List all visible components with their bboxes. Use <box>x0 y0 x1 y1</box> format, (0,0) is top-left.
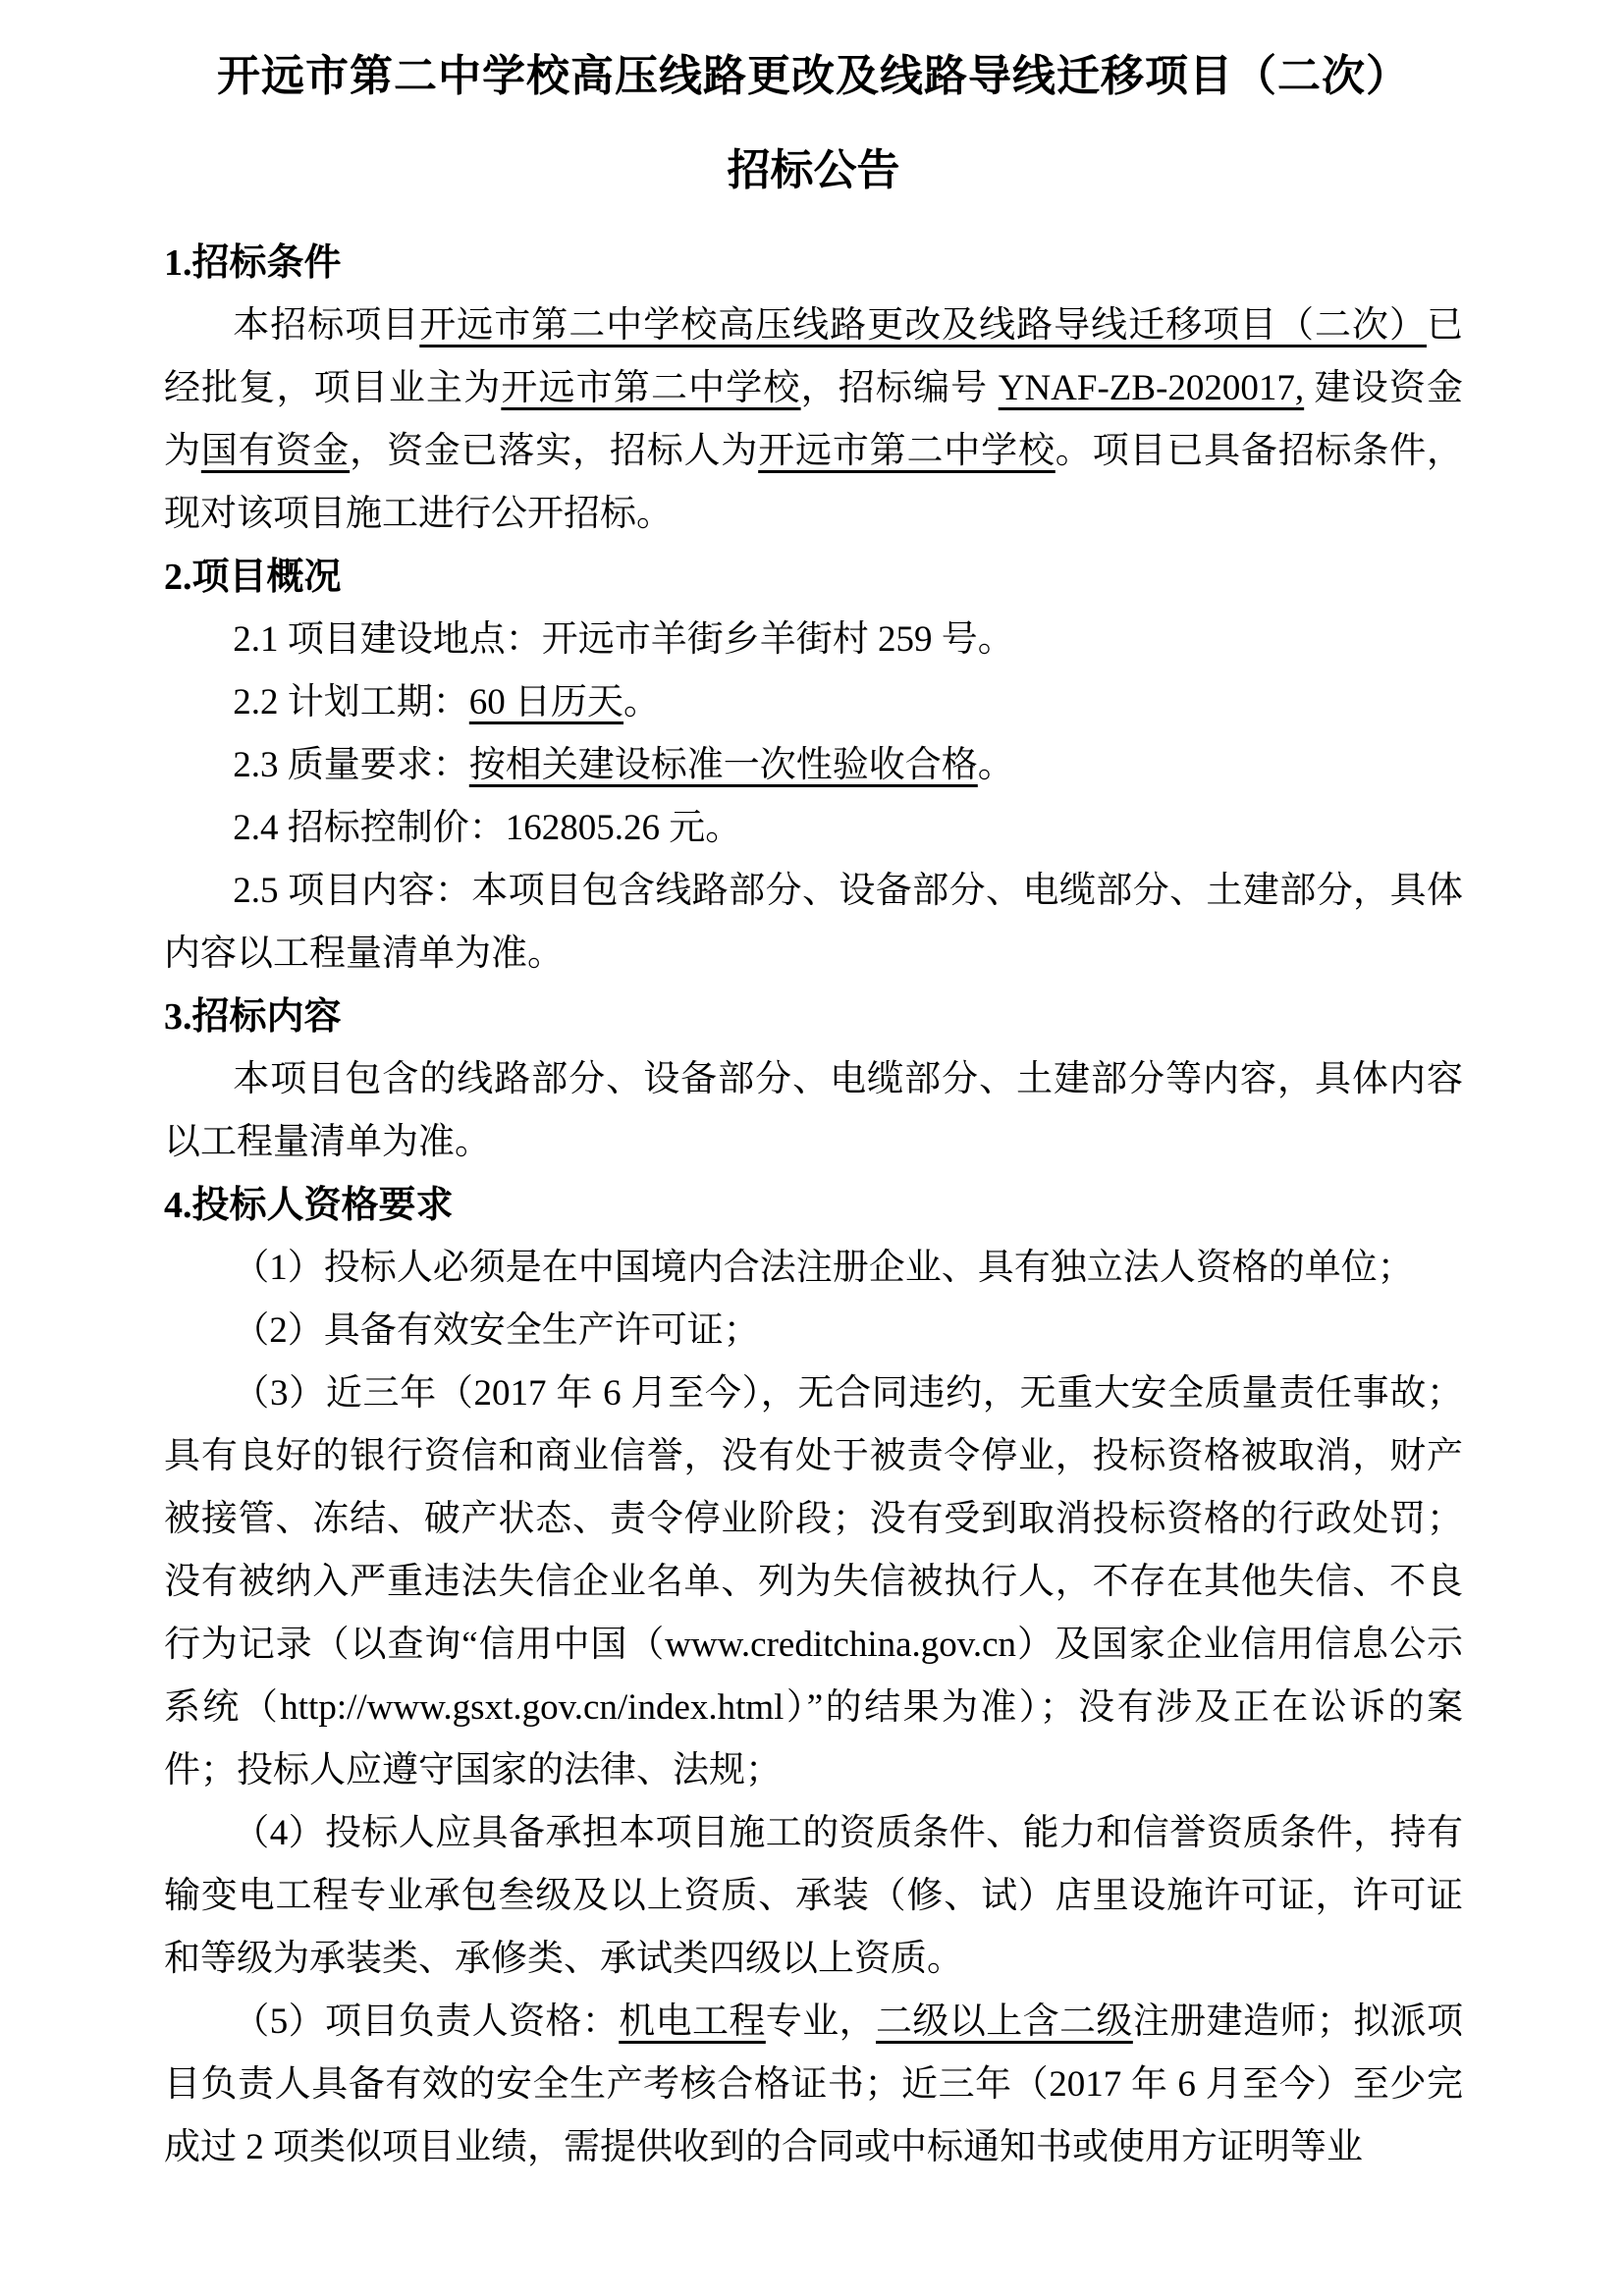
text-run: 本项目包含的线路部分、设备部分、电缆部分、土建部分等内容，具体内容以工程量清单为准。 <box>164 1059 1463 1162</box>
text-run: （1）投标人必须是在中国境内合法注册企业、具有独立法人资格的单位； <box>233 1248 1414 1288</box>
section-heading: 3.招标内容 <box>164 996 342 1038</box>
underlined-text: 按相关建设标准一次性验收合格 <box>468 745 978 785</box>
text-run: 2.1 项目建设地点：开远市羊街乡羊街村 259 号。 <box>233 619 1014 660</box>
paragraph <box>164 1300 1463 1362</box>
underlined-text: 机电工程 <box>619 2002 766 2042</box>
text-run: （2）具备有效安全生产许可证； <box>233 1310 760 1351</box>
text-run: 已经批复，项目业主为 <box>164 305 1464 408</box>
text-run: （4）投标人应具备承担本项目施工的资质条件、能力和信誉资质条件，持有输变电工程专业承包叁级及以上资质、承装（修、试）店里设施许可证，许可证和等级为承装类、承修类、承试类四级以上资质。 <box>164 1813 1463 1979</box>
text-run: 。 <box>977 745 1014 785</box>
text-run: 2.2 计划工期： <box>233 682 469 722</box>
paragraph <box>164 1237 1463 1300</box>
document-title: 开远市第二中学校高压线路更改及线路导线迁移项目（二次） <box>217 52 1410 100</box>
text-run: 建设资金为 <box>164 368 1464 471</box>
underlined-text: YNAF-ZB-2020017, <box>998 368 1305 408</box>
underlined-text: 国有资金 <box>200 431 351 471</box>
paragraph <box>164 1362 1463 1802</box>
underlined-text: 开远市第二中学校高压线路更改及线路导线迁移项目（二次） <box>419 305 1428 346</box>
paragraph <box>164 797 1463 860</box>
text-run: 2.4 招标控制价：162805.26 元。 <box>233 808 742 848</box>
text-run: 2.5 项目内容：本项目包含线路部分、设备部分、电缆部分、土建部分，具体内容以工程量清单为准。 <box>164 871 1463 974</box>
text-run: （5）项目负责人资格： <box>233 2002 620 2042</box>
document-body <box>164 232 1463 2179</box>
text-run: 本招标项目 <box>233 305 420 346</box>
text-run: 。项目已具备招标条件，现对该项目施工进行公开招标。 <box>164 431 1464 534</box>
underlined-text: 二级以上含二级 <box>876 2002 1133 2042</box>
paragraph <box>164 734 1463 797</box>
section-heading: 4.投标人资格要求 <box>164 1185 454 1226</box>
paragraph <box>164 1048 1463 1174</box>
underlined-text: 开远市第二中学校 <box>758 431 1056 471</box>
paragraph <box>164 1991 1463 2179</box>
paragraph <box>164 294 1463 546</box>
document-content <box>164 41 1463 2179</box>
section-heading: 1.招标条件 <box>164 242 342 284</box>
text-run: 。 <box>623 682 661 722</box>
text-run: 2.3 质量要求： <box>233 745 469 785</box>
text-run: （3）近三年（2017 年 6 月至今），无合同违约，无重大安全质量责任事故；具有良好的银行资信和商业信誉，没有处于被责令停业，投标资格被取消，财产被接管、冻结、破产状态、责令停业阶段；没有受到取消投标资格的行政处罚；没有被纳入严重违法失信企业名单、列为失信被执行人，不存在其他失信、不良行为记录（以查询“信用中国（www.creditchina.gov.cn）及国家企业信用信息公示系统（http://www.gsxt.gov.cn/index.html）”的结果为准）；没有涉及正在讼诉的案件；投标人应遵守国家的法律、法规； <box>164 1373 1463 1790</box>
text-run: 注册建造师；拟派项目负责人具备有效的安全生产考核合格证书；近三年（2017 年 6 月至今）至少完成过 2 项类似项目业绩，需提供收到的合同或中标通知书或使用方证明等业 <box>164 2002 1464 2167</box>
text-run: 专业， <box>765 2002 877 2042</box>
underlined-text: 60 日历天 <box>468 682 624 722</box>
section-heading: 2.项目概况 <box>164 557 342 598</box>
text-run: ，资金已落实，招标人为 <box>350 431 759 471</box>
paragraph <box>164 860 1463 986</box>
paragraph <box>164 1802 1463 1991</box>
underlined-text: 开远市第二中学校 <box>501 368 801 408</box>
document-subtitle: 招标公告 <box>727 146 900 194</box>
paragraph <box>164 609 1463 671</box>
text-run: ，招标编号 <box>800 368 999 408</box>
paragraph <box>164 671 1463 734</box>
